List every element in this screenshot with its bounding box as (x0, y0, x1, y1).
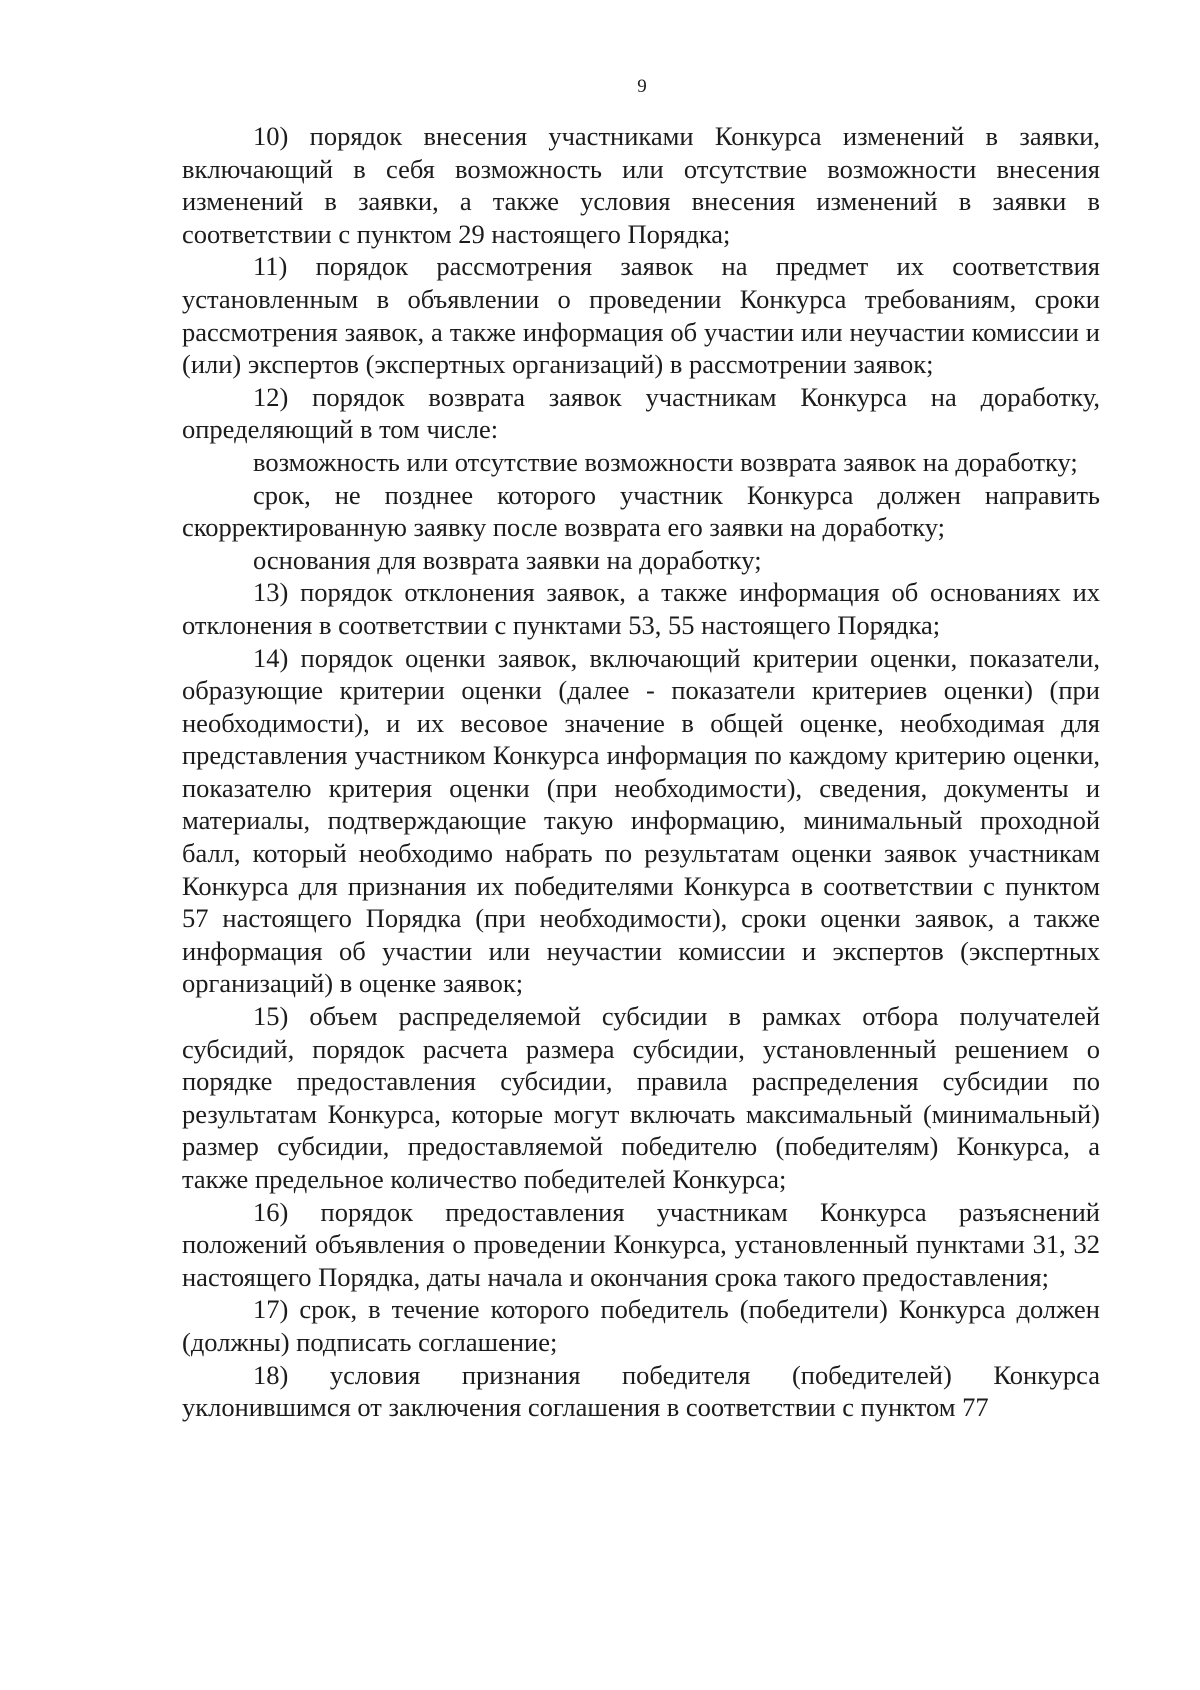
paragraph-subitem-return-grounds: основания для возврата заявки на доработку; (253, 544, 762, 575)
paragraph-item-15: 15) объем распределяемой субсидии в рамках отбора получателей субсидий, порядок расчета размера субсидии, установленный решением о порядке предоставления субсидии, правила распределения субсидии по результатам Конкурса, которые могут включать максимальный (минимальный) размер субсидии, предоставляемой победителю (победителям) Конкурса, а также предельное количество победителей Конкурса; (182, 1001, 1100, 1194)
paragraph-item-14: 14) порядок оценки заявок, включающий критерии оценки, показатели, образующие критерии оценки (далее - показатели критериев оценки) (при необходимости), и их весовое значение в общей оценке, необходимая для представления участником Конкурса информация по каждому критерию оценки, показателю критерия оценки (при необходимости), сведения, документы и материалы, подтверждающие такую информацию, минимальный проходной балл, который необходимо набрать по результатам оценки заявок участникам Конкурса для признания их победителями Конкурса в соответствии с пунктом 57 настоящего Порядка (при необходимости), сроки оценки заявок, а также информация об участии или неучастии комиссии и экспертов (экспертных организаций) в оценке заявок; (182, 642, 1100, 999)
paragraph-item-12: 12) порядок возврата заявок участникам Конкурса на доработку, определяющий в том числе: (182, 381, 1100, 445)
paragraph-subitem-return-possibility: возможность или отсутствие возможности возврата заявок на доработку; (253, 446, 1078, 477)
paragraph-item-17: 17) срок, в течение которого победитель (победители) Конкурса должен (должны) подписать соглашение; (182, 1294, 1100, 1357)
paragraph-item-11: 11) порядок рассмотрения заявок на предмет их соответствия установленным в объявлении о проведении Конкурса требованиям, сроки рассмотрения заявок, а также информация об участии или неучастии комиссии и (или) экспертов (экспертных организаций) в рассмотрении заявок; (182, 251, 1100, 380)
document-body (182, 120, 1100, 1424)
page-number: 9 (637, 76, 647, 97)
paragraph-item-16: 16) порядок предоставления участникам Конкурса разъяснений положений объявления о проведении Конкурса, установленный пунктами 31, 32 настоящего Порядка, даты начала и окончания срока такого предоставления; (182, 1196, 1100, 1292)
paragraph-item-18: 18) условия признания победителя (победителей) Конкурса уклонившимся от заключения соглашения в соответствии с пунктом 77 (182, 1359, 1100, 1423)
paragraph-subitem-return-deadline: срок, не позднее которого участник Конкурса должен направить скорректированную заявку после возврата его заявки на доработку; (182, 479, 1100, 543)
paragraph-item-13: 13) порядок отклонения заявок, а также информация об основаниях их отклонения в соответствии с пунктами 53, 55 настоящего Порядка; (182, 577, 1100, 640)
paragraph-item-10: 10) порядок внесения участниками Конкурса изменений в заявки, включающий в себя возможность или отсутствие возможности внесения изменений в заявки, а также условия внесения изменений в заявки в соответствии с пунктом 29 настоящего Порядка; (182, 121, 1100, 249)
